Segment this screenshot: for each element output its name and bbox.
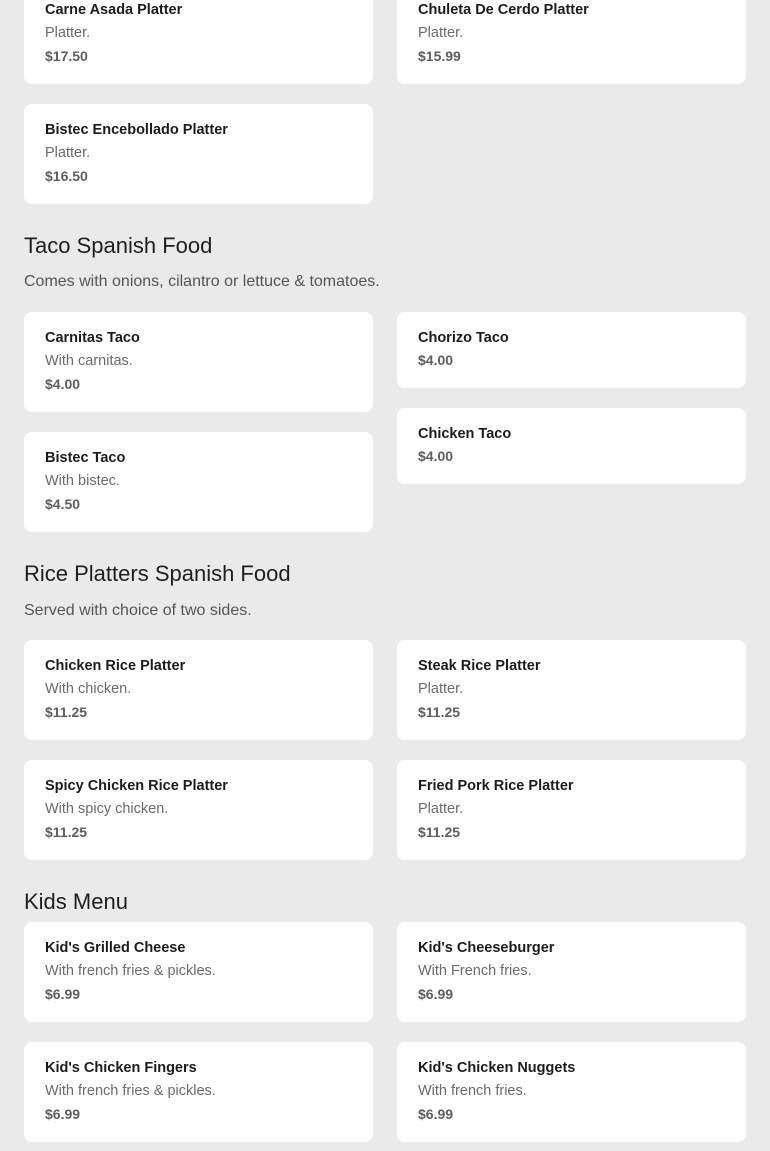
menu-item-description: Platter. bbox=[45, 145, 91, 161]
section-title: Taco Spanish Food bbox=[24, 233, 213, 258]
section-description: Comes with onions, cilantro or lettuce & tomatoes. bbox=[24, 273, 380, 290]
menu-item-price: $6.99 bbox=[418, 986, 454, 1002]
menu-item-name: Chorizo Taco bbox=[418, 330, 509, 346]
section-title: Kids Menu bbox=[24, 889, 128, 914]
menu-item-description: With french fries & pickles. bbox=[45, 963, 216, 979]
menu-item-price: $11.25 bbox=[45, 704, 88, 720]
menu-item-description: With chicken. bbox=[45, 681, 132, 697]
menu-item-description: Platter. bbox=[418, 681, 464, 697]
menu-item-name: Kid's Chicken Nuggets bbox=[418, 1060, 576, 1076]
menu-item-card[interactable] bbox=[24, 1042, 373, 1142]
menu-item-name: Carne Asada Platter bbox=[45, 2, 183, 18]
menu-item-price: $4.00 bbox=[418, 352, 454, 368]
menu-item-name: Chicken Taco bbox=[418, 426, 512, 442]
menu-item-name: Fried Pork Rice Platter bbox=[418, 778, 574, 794]
menu-item-name: Kid's Chicken Fingers bbox=[45, 1060, 197, 1076]
menu-item-price: $11.25 bbox=[418, 824, 461, 840]
menu-item-name: Steak Rice Platter bbox=[418, 658, 541, 674]
menu-item-card[interactable] bbox=[397, 0, 746, 84]
menu-item-card[interactable] bbox=[24, 0, 373, 84]
menu-item-description: With french fries & pickles. bbox=[45, 1083, 216, 1099]
menu-item-name: Spicy Chicken Rice Platter bbox=[45, 778, 228, 794]
menu-item-name: Chuleta De Cerdo Platter bbox=[418, 2, 589, 18]
menu-item-name: Bistec Encebollado Platter bbox=[45, 122, 228, 138]
menu-item-description: With French fries. bbox=[418, 963, 532, 979]
menu-item-price: $6.99 bbox=[45, 986, 81, 1002]
menu-item-name: Carnitas Taco bbox=[45, 330, 140, 346]
menu-item-card[interactable] bbox=[24, 312, 373, 412]
menu-item-card[interactable] bbox=[397, 922, 746, 1022]
menu-item-price: $4.50 bbox=[45, 496, 81, 512]
section-title: Rice Platters Spanish Food bbox=[24, 561, 291, 586]
menu-item-price: $16.50 bbox=[45, 168, 88, 184]
menu-item-description: With carnitas. bbox=[45, 353, 133, 369]
menu-item-name: Kid's Cheeseburger bbox=[418, 940, 555, 956]
menu-item-card[interactable] bbox=[397, 640, 746, 740]
menu-item-card[interactable] bbox=[24, 432, 373, 532]
menu-item-description: Platter. bbox=[45, 25, 91, 41]
menu-item-price: $17.50 bbox=[45, 48, 88, 64]
menu-item-card[interactable] bbox=[24, 640, 373, 740]
menu-item-description: With french fries. bbox=[418, 1083, 527, 1099]
menu-item-card[interactable] bbox=[24, 104, 373, 204]
menu-item-card[interactable] bbox=[24, 922, 373, 1022]
menu-item-price: $15.99 bbox=[418, 48, 461, 64]
menu-item-description: With bistec. bbox=[45, 473, 120, 489]
menu-item-name: Kid's Grilled Cheese bbox=[45, 940, 186, 956]
menu-item-price: $6.99 bbox=[418, 1106, 454, 1122]
menu-item-price: $4.00 bbox=[418, 448, 454, 464]
menu-item-name: Bistec Taco bbox=[45, 450, 126, 466]
menu-item-card[interactable] bbox=[397, 760, 746, 860]
menu-item-price: $11.25 bbox=[418, 704, 461, 720]
menu-item-description: With spicy chicken. bbox=[45, 801, 169, 817]
menu-item-card[interactable] bbox=[397, 408, 746, 484]
menu-item-card[interactable] bbox=[397, 312, 746, 388]
menu-item-price: $11.25 bbox=[45, 824, 88, 840]
menu-item-description: Platter. bbox=[418, 25, 464, 41]
menu-item-price: $4.00 bbox=[45, 376, 81, 392]
menu-item-card[interactable] bbox=[397, 1042, 746, 1142]
menu-item-name: Chicken Rice Platter bbox=[45, 658, 186, 674]
menu-item-card[interactable] bbox=[24, 760, 373, 860]
section-description: Served with choice of two sides. bbox=[24, 602, 252, 619]
menu-item-description: Platter. bbox=[418, 801, 464, 817]
menu-item-price: $6.99 bbox=[45, 1106, 81, 1122]
